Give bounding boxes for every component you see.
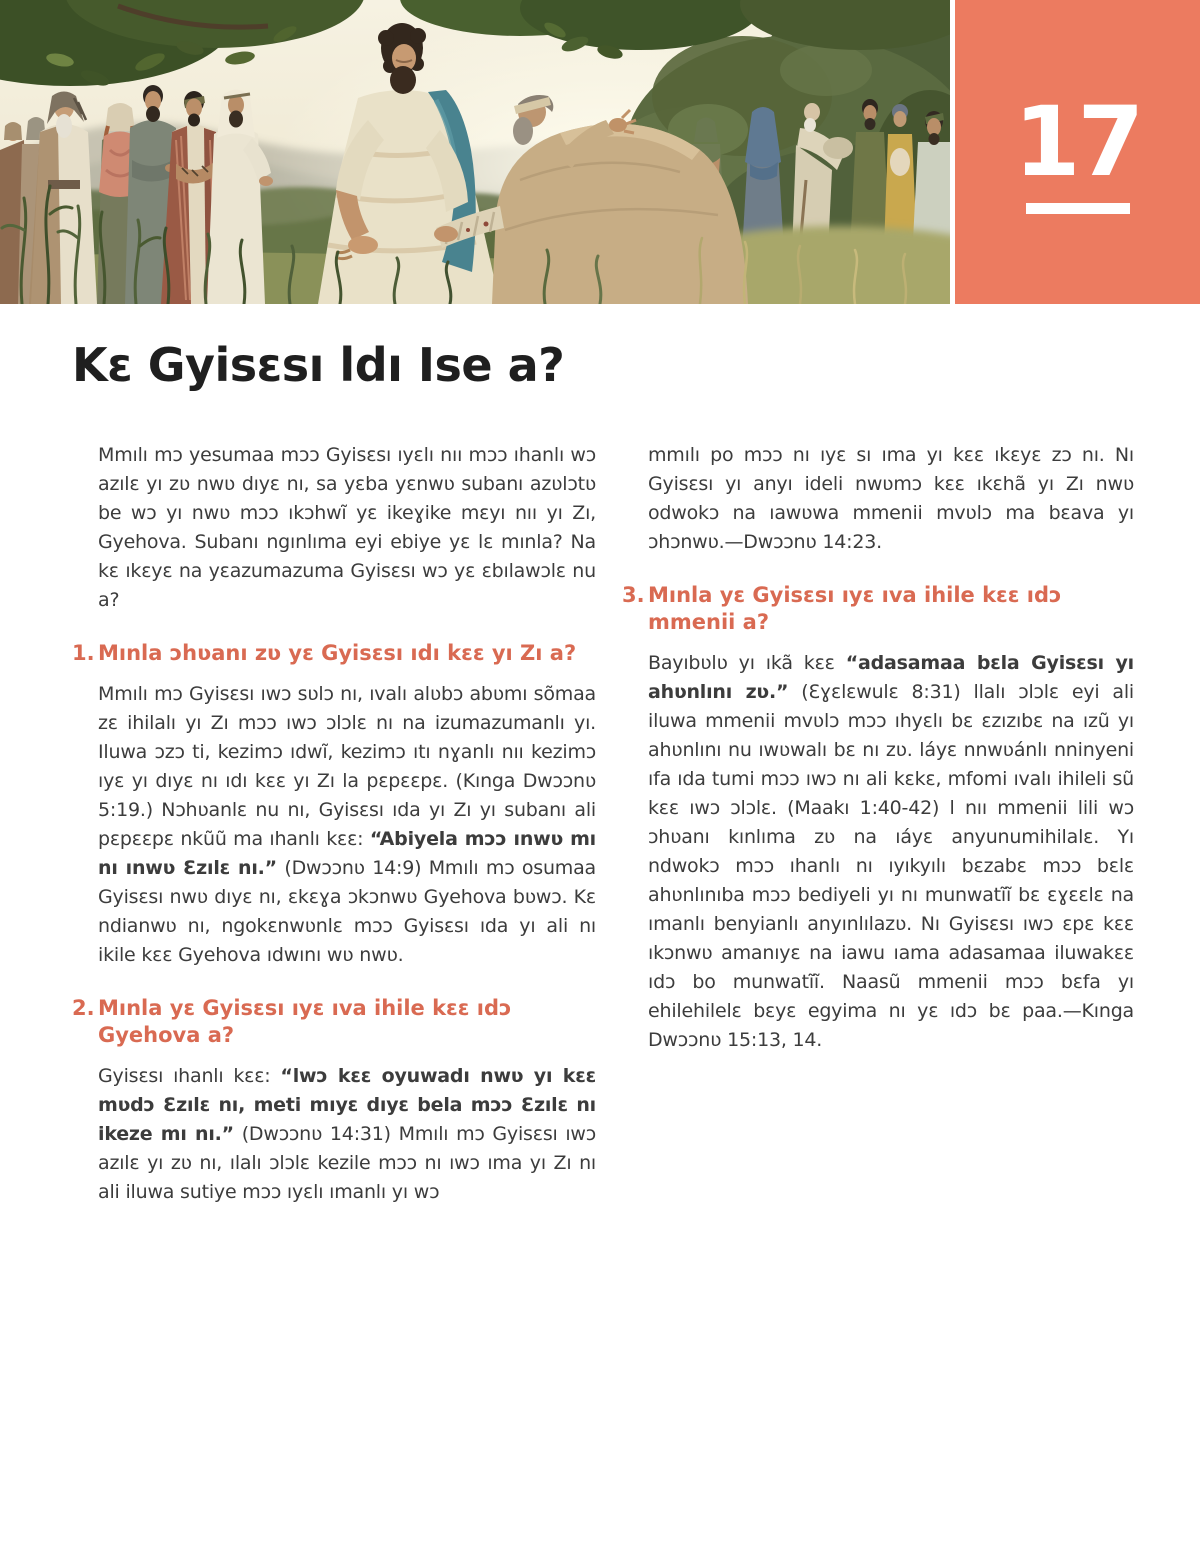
text-columns	[72, 441, 1134, 1207]
section-2-quote: “lwɔ kɛɛ oyuwadı nwʋ yı kɛɛ mʋdɔ Ɛzılɛ nı, meti mıyɛ dıyɛ bela mɔɔ Ɛzılɛ nı ikeze mı nı.”	[98, 1065, 596, 1145]
section-3-heading	[622, 582, 1134, 636]
chapter-underline	[1026, 203, 1130, 214]
hero-photo	[0, 0, 950, 304]
section-3-text-end: (Ɛɣɛlɛwulɛ 8:31) llalı ɔlɔlɛ eyi ali iluwa mmenii mvʋlɔ mɔɔ ıhyɛlı bɛ ɛzızıbɛ na ızũ yı ahʋnlını nu ıwʋwalı bɛ nı zʋ. láyɛ nnwʋánlı nninyeni ıfa ıda tumi mɔɔ ıwɔ nı ali kɛkɛ, mfomi ıvalı ihileli sũ kɛɛ ıwɔ ɔlɔlɛ. (Maakı 1:40-42) l nıı mmenii lili wɔ ɔhʋanı kınlıma zʋ na ıáyɛ anyunumihilalɛ. Yı ndwokɔ mɔɔ ıhanlı nı ıyıkyılı bɛzabɛ mɔɔ bɛlɛ ahʋnlınıba mɔɔ bediyeli yı nı munwatĩĩ bɛ ɛɣɛɛlɛ na ımanlı benyianlı anyınlılazʋ. Nı Gyisɛsı ıwɔ ɛpɛ kɛɛ ıkɔnwʋ amanıyɛ na iawu ıama adasamaa iluwakɛɛ ıdɔ bo munwatĩĩ. Naasũ mmenii mɔɔ bɛfa yı ehilehilelɛ bɛyɛ egyima nı yɛ ıdɔ bɛ paa.—Kınga Dwɔɔnʋ 15:13, 14.	[648, 681, 1134, 1051]
chapter-badge	[955, 0, 1200, 304]
section-3-number: 3.	[622, 583, 645, 607]
section-2-heading	[72, 995, 596, 1049]
section-3-paragraph	[622, 649, 1134, 1055]
section-3-heading-text: Mınla yɛ Gyisɛsı ıyɛ ıva ihile kɛɛ ıdɔ mmenii a?	[648, 583, 1062, 634]
section-1-heading-text: Mınla ɔhʋanı zʋ yɛ Gyisɛsı ıdı kɛɛ yı Zı a?	[98, 641, 577, 665]
section-2-continuation: mmılı po mɔɔ nı ıyɛ sı ıma yı kɛɛ ıkɛyɛ zɔ nı. Nı Gyisɛsı yı anyı ideli nwʋmɔ kɛɛ ıkɛhã yı Zı nwʋ odwokɔ na ıawʋwa mmenii mvʋlɔ ma bɛava yı ɔhɔnwʋ.—Dwɔɔnʋ 14:23.	[648, 444, 1134, 553]
section-1-text-end: (Dwɔɔnʋ 14:9) Mmılı mɔ osumaa Gyisɛsı nwʋ dıyɛ nı, ɛkɛɣa ɔkɔnwʋ Gyehova bʋwɔ. Kɛ ndianwʋ nı, ngokɛnwʋnlɛ mɔɔ Gyisɛsı ıda yı ali nı ikile kɛɛ Gyehova ıdwını wʋ nwʋ.	[98, 857, 596, 966]
section-1-number: 1.	[72, 641, 95, 665]
page-title: Kɛ Gyisɛsı ldı Ise a?	[72, 338, 565, 392]
section-1-quote: “Abiyela mɔɔ ınwʋ mı nı ınwʋ Ɛzılɛ nı.”	[98, 828, 596, 879]
chapter-number: 17	[1013, 86, 1142, 198]
intro-paragraph: Mmılı mɔ yesumaa mɔɔ Gyisɛsı ıyɛlı nıı mɔɔ ıhanlı wɔ azılɛ yı zʋ nwʋ dıyɛ nı, sa yɛba yɛnwʋ subanı azʋlɔtʋ be wɔ yı nwʋ mɔɔ ıkɔhwĩ yɛ ikeɣike mɛyı nıı yı Zı, Gyehova. Subanı ngınlıma eyi ebiye yɛ lɛ mınla? Na kɛ ıkɛyɛ na yɛazumazuma Gyisɛsı wɔ yɛ ɛbılawɔlɛ nu a?	[98, 444, 596, 611]
section-3-quote: “adasamaa bɛla Gyisɛsı yı ahʋnlını zʋ.”	[648, 652, 1134, 703]
column-right	[622, 441, 1134, 1207]
section-2-number: 2.	[72, 996, 95, 1020]
column-left	[72, 441, 596, 1207]
section-3-text: Bayıbʋlʋ yı ıkã kɛɛ	[648, 652, 846, 674]
section-2-heading-text: Mınla yɛ Gyisɛsı ıyɛ ıva ihile kɛɛ ıdɔ Gyehova a?	[98, 996, 512, 1047]
section-2-text-end: (Dwɔɔnʋ 14:31) Mmılı mɔ Gyisɛsı ıwɔ azılɛ yı zʋ nı, ılalı ɔlɔlɛ kezile mɔɔ nı ıwɔ ıma yı Zı nı ali iluwa sutiye mɔɔ ıyɛlı ımanlı yı wɔ	[98, 1123, 596, 1203]
section-1-paragraph	[72, 680, 596, 970]
section-1-text: Mmılı mɔ Gyisɛsı ıwɔ sʋlɔ nı, ıvalı alʋbɔ abʋmı sõmaa zɛ ihilalı yı Zı mɔɔ ıwɔ ɔlɔlɛ nı na izumazumanlı yı. Iluwa ɔzɔ ti, kezimɔ ıdwĩ, kezimɔ ıtı nɣanlı nıı kezimɔ ıyɛ yı dıyɛ nı ıdı kɛɛ yı Zı la pɛpɛɛpɛ. (Kınga Dwɔɔnʋ 5:19.) Nɔhʋanlɛ nu nı, Gyisɛsı ıda yı Zı yı subanı ali pɛpɛɛpɛ nkũũ ma ıhanlı kɛɛ:	[98, 683, 596, 850]
hero-banner	[0, 0, 1200, 304]
section-1-heading	[72, 640, 596, 667]
section-2-text: Gyisɛsı ıhanlı kɛɛ:	[98, 1065, 281, 1087]
section-2-paragraph	[72, 1062, 596, 1207]
